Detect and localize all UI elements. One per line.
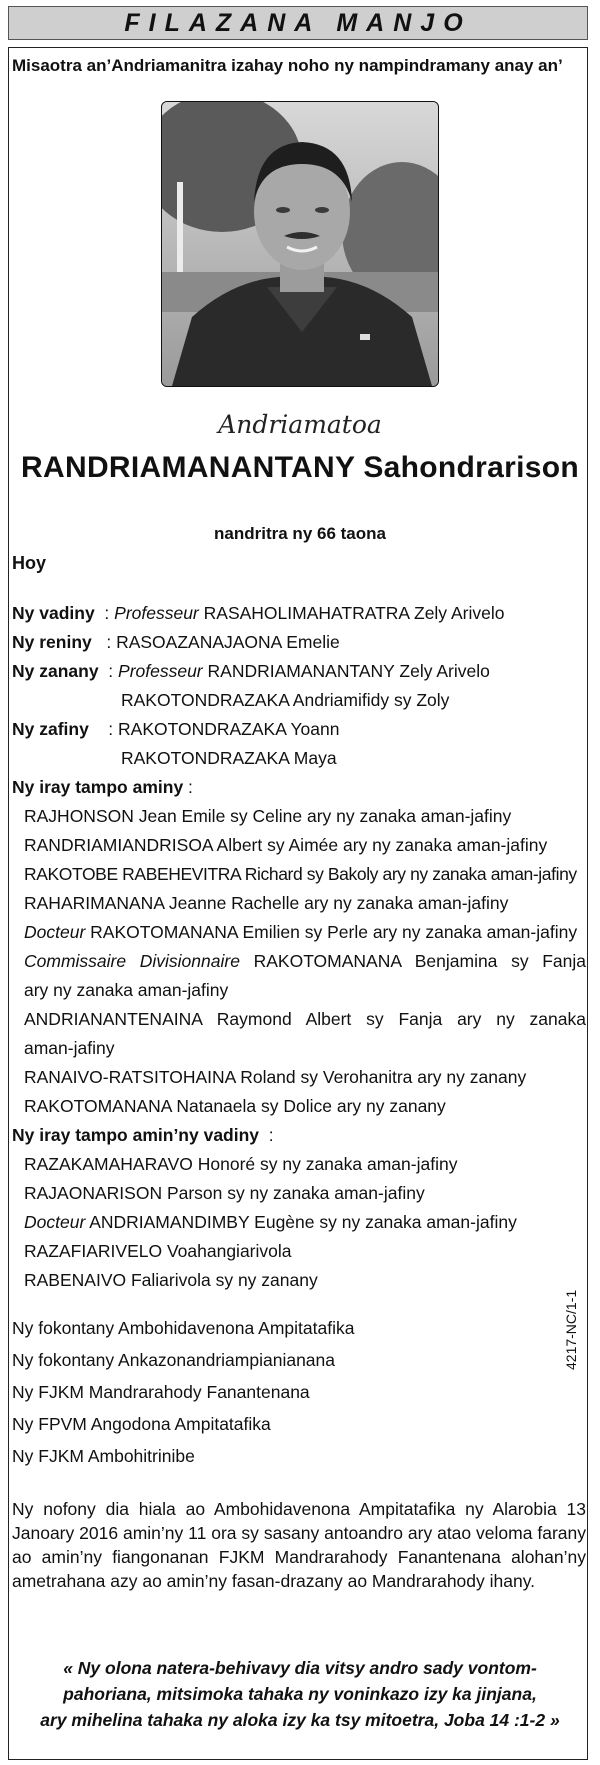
- spouse-line: Ny vadiny : Professeur RASAHOLIMAHATRATRA Zely Arivelo: [12, 603, 505, 623]
- quote-line-2: pahoriana, mitsimoka tahaka ny voninkazo izy ka jinjana,: [63, 1684, 537, 1704]
- grandchildren-line: Ny zafiny : RAKOTONDRAZAKA Yoann: [12, 719, 340, 739]
- reference-code: 4217-NC/1-1: [563, 1289, 579, 1370]
- sibling-7: ANDRIANANTENAINA Raymond Albert sy Fanja ary ny zanaka: [24, 1009, 586, 1029]
- bible-quote: [12, 1655, 588, 1733]
- child-name-1: RANDRIAMANANTANY Zely Arivelo: [207, 661, 490, 681]
- sibling-3: RAKOTOBE RABEHEVITRA Richard sy Bakoly ary ny zanaka aman-jafiny: [24, 864, 577, 884]
- community-2: Ny fokontany Ankazonandriampianianana: [12, 1350, 335, 1370]
- mother-label: Ny reniny: [12, 632, 92, 652]
- siblings-label: Ny iray tampo aminy: [12, 777, 184, 797]
- children-label: Ny zanany: [12, 661, 99, 681]
- sibling-6-cont: ary ny zanaka aman-jafiny: [24, 980, 229, 1000]
- in-laws-label: Ny iray tampo amin’ny vadiny: [12, 1125, 260, 1145]
- grandchild-name-1: RAKOTONDRAZAKA Yoann: [118, 719, 340, 739]
- spouse-label: Ny vadiny: [12, 603, 95, 623]
- sibling-5-title: Docteur: [24, 922, 86, 942]
- funeral-details: Ny nofony dia hiala ao Ambohidavenona Ampitatafika ny Alarobia 13 Janoary 2016 amin’ny 11 ora sy sasany antoandro ary atao veloma farany ao amin’ny fiangonanan FJKM Mandrarahody Fanantenana alohan’ny ametrahana azy ao amin’ny fasan-drazany ao Mandrarahody ihany.: [12, 1499, 586, 1591]
- in-laws-line: Ny iray tampo amin’ny vadiny :: [12, 1125, 274, 1145]
- grandchild-name-2: RAKOTONDRAZAKA Maya: [121, 748, 337, 768]
- community-1: Ny fokontany Ambohidavenona Ampitatafika: [12, 1318, 355, 1338]
- sibling-2: RANDRIAMIANDRISOA Albert sy Aimée ary ny zanaka aman-jafiny: [24, 835, 548, 855]
- deceased-name: RANDRIAMANANTANY Sahondrarison: [21, 451, 579, 484]
- portrait-photo: [161, 101, 439, 387]
- community-5: Ny FJKM Ambohitrinibe: [12, 1446, 195, 1466]
- child-title: Professeur: [118, 661, 203, 681]
- sibling-6-name: RAKOTOMANANA Benjamina sy Fanja: [253, 951, 586, 971]
- in-law-3: [24, 1212, 517, 1233]
- in-law-2: RAJAONARISON Parson sy ny zanaka aman-jafiny: [24, 1183, 425, 1203]
- age-text: nandritra ny 66 taona: [214, 524, 386, 543]
- sibling-6: [24, 951, 586, 972]
- intro-text: Misaotra an’Andriamanitra izahay noho ny nampindramany anay an’: [12, 56, 563, 75]
- header-title: FILAZANA MANJO: [124, 8, 472, 37]
- community-3: Ny FJKM Mandrarahody Fanantenana: [12, 1382, 310, 1402]
- spouse-title: Professeur: [114, 603, 199, 623]
- quote-line-1: « Ny olona natera-behivavy dia vitsy andro sady vontom-: [63, 1658, 537, 1678]
- siblings-line: Ny iray tampo aminy :: [12, 777, 193, 797]
- sibling-8: RANAIVO-RATSITOHAINA Roland sy Verohanitra ary ny zanany: [24, 1067, 527, 1087]
- community-4: Ny FPVM Angodona Ampitatafika: [12, 1414, 271, 1434]
- sibling-9: RAKOTOMANANA Natanaela sy Dolice ary ny zanany: [24, 1096, 446, 1116]
- spouse-name: RASAHOLIMAHATRATRA Zely Arivelo: [203, 603, 505, 623]
- sibling-1: RAJHONSON Jean Emile sy Celine ary ny zanaka aman-jafiny: [24, 806, 512, 826]
- child-name-2: RAKOTONDRAZAKA Andriamifidy sy Zoly: [121, 690, 450, 710]
- sibling-5: [24, 922, 577, 943]
- sibling-5-name: RAKOTOMANANA Emilien sy Perle ary ny zanaka aman-jafiny: [90, 922, 578, 942]
- in-law-5: RABENAIVO Faliarivola sy ny zanany: [24, 1270, 318, 1290]
- portrait-image: [162, 102, 438, 386]
- hoy-label: Hoy: [12, 553, 47, 573]
- notice-header: [8, 6, 588, 40]
- mother-name: RASOAZANAJAONA Emelie: [116, 632, 340, 652]
- mother-line: Ny reniny : RASOAZANAJAONA Emelie: [12, 632, 340, 652]
- children-line: Ny zanany : Professeur RANDRIAMANANTANY Zely Arivelo: [12, 661, 490, 681]
- sibling-4: RAHARIMANANA Jeanne Rachelle ary ny zanaka aman-jafiny: [24, 893, 509, 913]
- grandchildren-label: Ny zafiny: [12, 719, 89, 739]
- in-law-4: RAZAFIARIVELO Voahangiarivola: [24, 1241, 292, 1261]
- deceased-title: Andriamatoa: [218, 410, 382, 439]
- sibling-6-title: Commissaire Divisionnaire: [24, 951, 240, 971]
- sibling-7-cont: aman-jafiny: [24, 1038, 115, 1058]
- in-law-1: RAZAKAMAHARAVO Honoré sy ny zanaka aman-jafiny: [24, 1154, 458, 1174]
- in-law-3-title: Docteur: [24, 1212, 86, 1232]
- in-law-3-name: ANDRIAMANDIMBY Eugène sy ny zanaka aman-jafiny: [89, 1212, 517, 1232]
- quote-line-3: ary mihelina tahaka ny aloka izy ka tsy mitoetra, Joba 14 :1-2 »: [40, 1710, 560, 1730]
